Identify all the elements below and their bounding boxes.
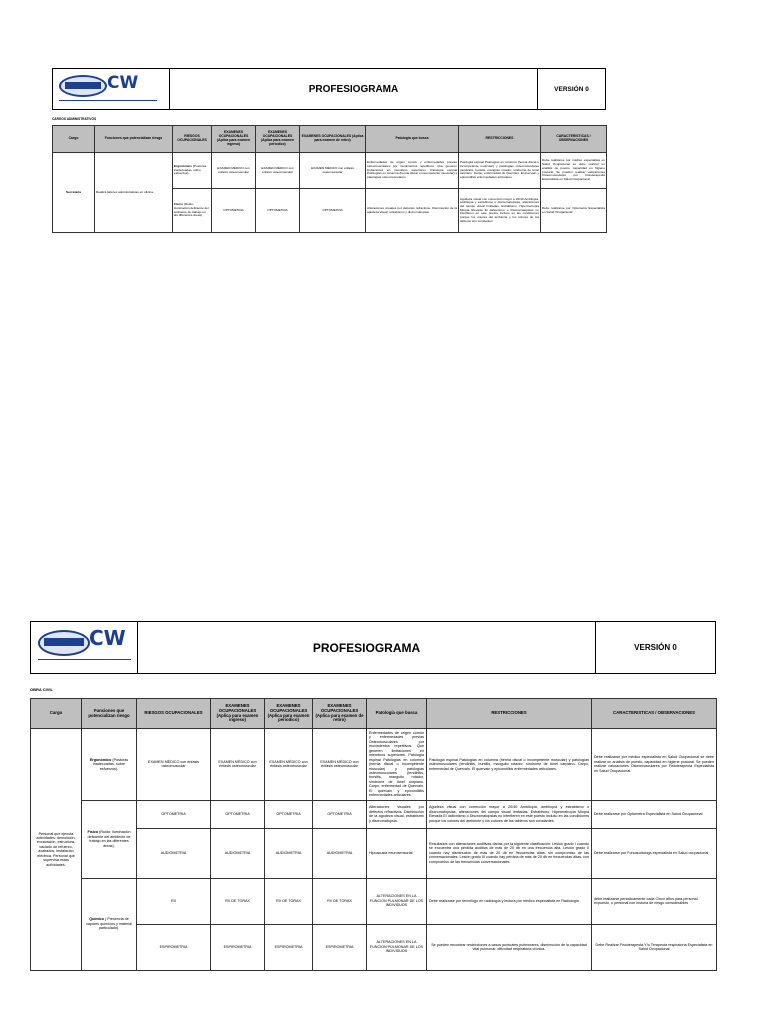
column-header: EXAMENES OCUPACIONALES (Aplica para examen de retiro) bbox=[300, 126, 366, 153]
examen-ingreso-cell: EXAMEN MÉDICO con énfasis osteomuscular bbox=[211, 729, 265, 801]
patologia-cell: ALTERACIONES EN LA FUNCION PULMONAR DE LOS INDIVIDUOS bbox=[367, 924, 427, 970]
column-header: EXAMENES OCUPACIONALES (Aplica para examen periodico) bbox=[265, 699, 313, 729]
caracteristicas-cell: Debe Realizar Fisioterapeuta Y/o Terapeuta respiratoria Especialista en Salud Ocupacional bbox=[592, 924, 717, 970]
funciones-cell: Realiza labores administrativas en oficina. bbox=[95, 153, 173, 233]
page-title: PROFESIOGRAMA bbox=[138, 622, 596, 673]
column-header: RIESGOS OCUPACIONALES bbox=[137, 699, 211, 729]
page-title: PROFESIOGRAMA bbox=[170, 69, 538, 109]
section-label: OBRA CIVIL bbox=[30, 687, 53, 692]
examen-retiro-cell: OPTOMETRIA bbox=[313, 800, 367, 828]
profesiograma-table bbox=[30, 698, 717, 971]
restricciones-cell: Patología espinal Patologías en columna (hernia discal o incompetente muscular) y patologías osteomusculares (tendinitis, bursitis, manguito rotador, síndrome de túnel carpiano. Carpo, enfermedad de Quervain. El quervain y epicondilitis enfermedades articulares. bbox=[459, 153, 541, 189]
column-header: Patología que busca bbox=[367, 699, 427, 729]
profesiograma-table bbox=[52, 125, 607, 233]
caracteristicas-cell: debe realizarse periodicamente cada Cinco años para personal expuesto, o personal con historia de riesgo considerables bbox=[592, 878, 717, 924]
version-label: VERSIÓN 0 bbox=[554, 85, 589, 93]
riesgo-cell: Físico (Ruido: iluminación deficiente del ambiente de trabajo en las diferentes áreas). bbox=[173, 189, 212, 233]
page-header bbox=[52, 68, 606, 110]
examen-periodico-cell: OPTOMETRIA bbox=[265, 800, 313, 828]
company-logo: CW bbox=[31, 622, 138, 673]
examen-retiro-cell: AUDIOMETRIA bbox=[313, 828, 367, 878]
restricciones-cell: Agudeza visual con corrección mayor a 20/40 Ambliopía, ambliopía y estrabismo o discromatopsias, alteraciones del campo visual limitadas. Estrabismo, Hipermetropía Miopía Elevada El daltonismo o Discromatopsias no interfieren en este puesto incluso en las condiciones porque los colores del ambiente y los colores de los tableros son constantes. bbox=[427, 800, 592, 828]
riesgo-funcion-cell: Químico ( Presencia de vapores químicos y material particulado). bbox=[82, 878, 137, 970]
examen-ingreso-cell: EXAMEN MÉDICO con énfasis osteomuscular bbox=[212, 153, 256, 189]
version-label: VERSIÓN 0 bbox=[634, 643, 677, 652]
restricciones-cell: Debe realizarse por tecnólogo en radiología y lectura por médico especialista en Radiología bbox=[427, 878, 592, 924]
column-header: EXAMENES OCUPACIONALES (Aplica para examen ingreso) bbox=[211, 699, 265, 729]
riesgo-funcion-cell: Ergonómico (Posturas inadecuadas, sobre esfuerzos). bbox=[82, 729, 137, 801]
examen-periodico-cell: AUDIOMETRIA bbox=[265, 828, 313, 878]
caracteristicas-cell: Debe realizarse por Optometra Especialista en Salud Ocupacional bbox=[592, 800, 717, 828]
patologia-cell: Hipoacusia neurosensorial bbox=[367, 828, 427, 878]
examen-ingreso-cell: OPTOMETRIA bbox=[212, 189, 256, 233]
column-header: RESTRICCIONES bbox=[459, 126, 541, 153]
examen-periodico-cell: RX DE TORAX bbox=[265, 878, 313, 924]
column-header: EXAMENES OCUPACIONALES (Aplica para examen ingreso) bbox=[212, 126, 256, 153]
column-header: Cargo bbox=[53, 126, 95, 153]
cargo-cell: Personal que ejecuta actividades: demolición, excavación, estructura, vaciado de refuerzo, acabados, instalación eléctrica. Personal que supervisa estas actividades. bbox=[31, 729, 82, 971]
examen-retiro-cell: ESPIROMETRIA bbox=[313, 924, 367, 970]
section-label: CARGOS ADMINISTRATIVOS bbox=[52, 117, 97, 121]
restricciones-cell: Se pueden encontrar restricciones a casos puntuales pulmonares, disminución de la capacidad vital pulmonar, dificultad respiratoria crónica. bbox=[427, 924, 592, 970]
examen-periodico-cell: EXAMEN MÉDICO con énfasis osteomuscular bbox=[256, 153, 300, 189]
caracteristicas-cell: Debe realizarse por Optometra Especialista en Salud Ocupacional bbox=[541, 189, 607, 233]
examen-periodico-cell: OPTOMETRIA bbox=[256, 189, 300, 233]
column-header: Patología que busca bbox=[366, 126, 459, 153]
column-header: CARACTERISTICAS / OBSERVACIONES bbox=[541, 126, 607, 153]
page-header bbox=[30, 621, 716, 674]
riesgo-cell: Ergonómico (Posturas inadecuadas, sobre esfuerzos). bbox=[173, 153, 212, 189]
caracteristicas-cell: Debe realizarse por médico especialista en Salud Ocupacional se debe realizar un análisis de puesto, capacidad en higiene postural. Se pueden realizar valoraciones Osteomusculares por Fisioterapeuta Especialista en Salud Ocupacional. bbox=[592, 729, 717, 801]
examen-retiro-cell: RX DE TORAX bbox=[313, 878, 367, 924]
table-row bbox=[31, 800, 717, 828]
examen-periodico-cell: ESPIROMETRIA bbox=[265, 924, 313, 970]
restricciones-cell: Resultados con alteraciones auditivas dadas por la siguiente clasificación: Lesión grado I cuando se encuentra una pérdida auditiva de más de 20 db en una frecuencia alta. Lesión grado II cuando hay disminución de más de 20 db en frecuencias altas, sin compromiso de las conversacionales. Lesión grado III cuando hay pérdida de más de 20 db en frecuencias altas, con compromiso de las frecuencias conversacionales. bbox=[427, 828, 592, 878]
examen-cell: OPTOMETRIA bbox=[137, 800, 211, 828]
examen-retiro-cell: EXAMEN MÉDICO con énfasis osteomuscular bbox=[300, 153, 366, 189]
examen-retiro-cell: EXAMEN MÉDICO con énfasis osteomuscular bbox=[313, 729, 367, 801]
examen-cell: RX bbox=[137, 878, 211, 924]
column-header: RESTRICCIONES bbox=[427, 699, 592, 729]
patologia-cell: Alteraciones visuales por defectos refractivos. Disminución de la agudeza visual, estrabismo y discromatopsia. bbox=[367, 800, 427, 828]
column-header: Funciones que potencializan riesgo bbox=[82, 699, 137, 729]
caracteristicas-cell: Debe realizarse por médico especialista en Salud Ocupacional se debe realizar un análisis de puesto, capacidad en higiene postural. Se pueden realizar valoraciones Osteomusculares por Fisioterapeuta Especialista en Salud Ocupacional. bbox=[541, 153, 607, 189]
restricciones-cell: Agudeza visual con corrección mayor a 20/40 Ambliopía, ambliopía y estrabismo o discromatopsias, alteraciones del campo visual limitadas. Estrabismo, Hipermetropía Miopía Elevada El daltonismo o Discromatopsias no interfieren en este puesto incluso en las condiciones porque los colores del ambiente y los colores de los tableros son constantes. bbox=[459, 189, 541, 233]
patologia-cell: ALTERACIONES EN LA FUNCION PULMONAR DE LOS INDIVIDUOS bbox=[367, 878, 427, 924]
column-header: RIESGOS OCUPACIONALES bbox=[173, 126, 212, 153]
cargo-cell: Secretaria bbox=[53, 153, 95, 233]
table-header-row bbox=[53, 126, 607, 153]
examen-ingreso-cell: OPTOMETRIA bbox=[211, 800, 265, 828]
examen-ingreso-cell: ESPIROMETRIA bbox=[211, 924, 265, 970]
examen-retiro-cell: OPTOMETRIA bbox=[300, 189, 366, 233]
examen-cell: EXAMEN MÉDICO con énfasis osteomuscular bbox=[137, 729, 211, 801]
examen-ingreso-cell: RX DE TORAX bbox=[211, 878, 265, 924]
patologia-cell: Enfermedades de origen común y enfermedades previas osteomusculares por movimientos repetitivos. Que generen limitaciones en miembros superiores. Patología espinal Patologías en columna (hernia discal o incompetente muscular) y patologías osteomusculares. bbox=[366, 153, 459, 189]
column-header: EXAMENES OCUPACIONALES (Aplica para examen de retiro) bbox=[313, 699, 367, 729]
table-row bbox=[53, 153, 607, 189]
riesgo-funcion-cell: Físico (Ruido: iluminación deficiente del ambiente de trabajo en las diferentes áreas). bbox=[82, 800, 137, 878]
caracteristicas-cell: Debe realizarse por Fonoaudiologa especialista en Salud ocupacional bbox=[592, 828, 717, 878]
examen-cell: AUDIOMETRIA bbox=[137, 828, 211, 878]
table-header-row bbox=[31, 699, 717, 729]
column-header: Cargo bbox=[31, 699, 82, 729]
column-header: CARACTERISTICAS / OBSERVACIONES bbox=[592, 699, 717, 729]
patologia-cell: Enfermedades de origen común y enfermedades previas Osteomusculares por movimientos repetitivos. Que generen limitaciones en miembros superiores. Patología espinal Patologías en columna (hernia discal o incompetente muscular) y patologías osteomusculares (tendinitis, bursitis, manguito rotador, síndrome de túnel carpiano. Carpo, enfermedad de Quervain. El quervain y epicondilitis enfermedades articulares. bbox=[367, 729, 427, 801]
examen-ingreso-cell: AUDIOMETRIA bbox=[211, 828, 265, 878]
patologia-cell: Alteraciones visuales por defectos refractivos. Disminución de la agudeza visual, estrabismo y discromatopsia. bbox=[366, 189, 459, 233]
restricciones-cell: Patología espinal Patologías en columna (hernia discal o incompetente muscular) y patologías osteomusculares (tendinitis, bursitis, manguito rotador, síndrome de túnel carpiano. Carpo, enfermedad de Quervain. El quervain y epicondilitis enfermedades articulares. bbox=[427, 729, 592, 801]
column-header: Funciones que potencializan riesgo bbox=[95, 126, 173, 153]
company-logo: CW bbox=[53, 69, 170, 109]
examen-cell: ESPIROMETRIA bbox=[137, 924, 211, 970]
column-header: EXAMENES OCUPACIONALES (Aplica para examen periodico) bbox=[256, 126, 300, 153]
examen-periodico-cell: EXAMEN MÉDICO con énfasis osteomuscular bbox=[265, 729, 313, 801]
table-row bbox=[31, 878, 717, 924]
table-row bbox=[31, 729, 717, 801]
